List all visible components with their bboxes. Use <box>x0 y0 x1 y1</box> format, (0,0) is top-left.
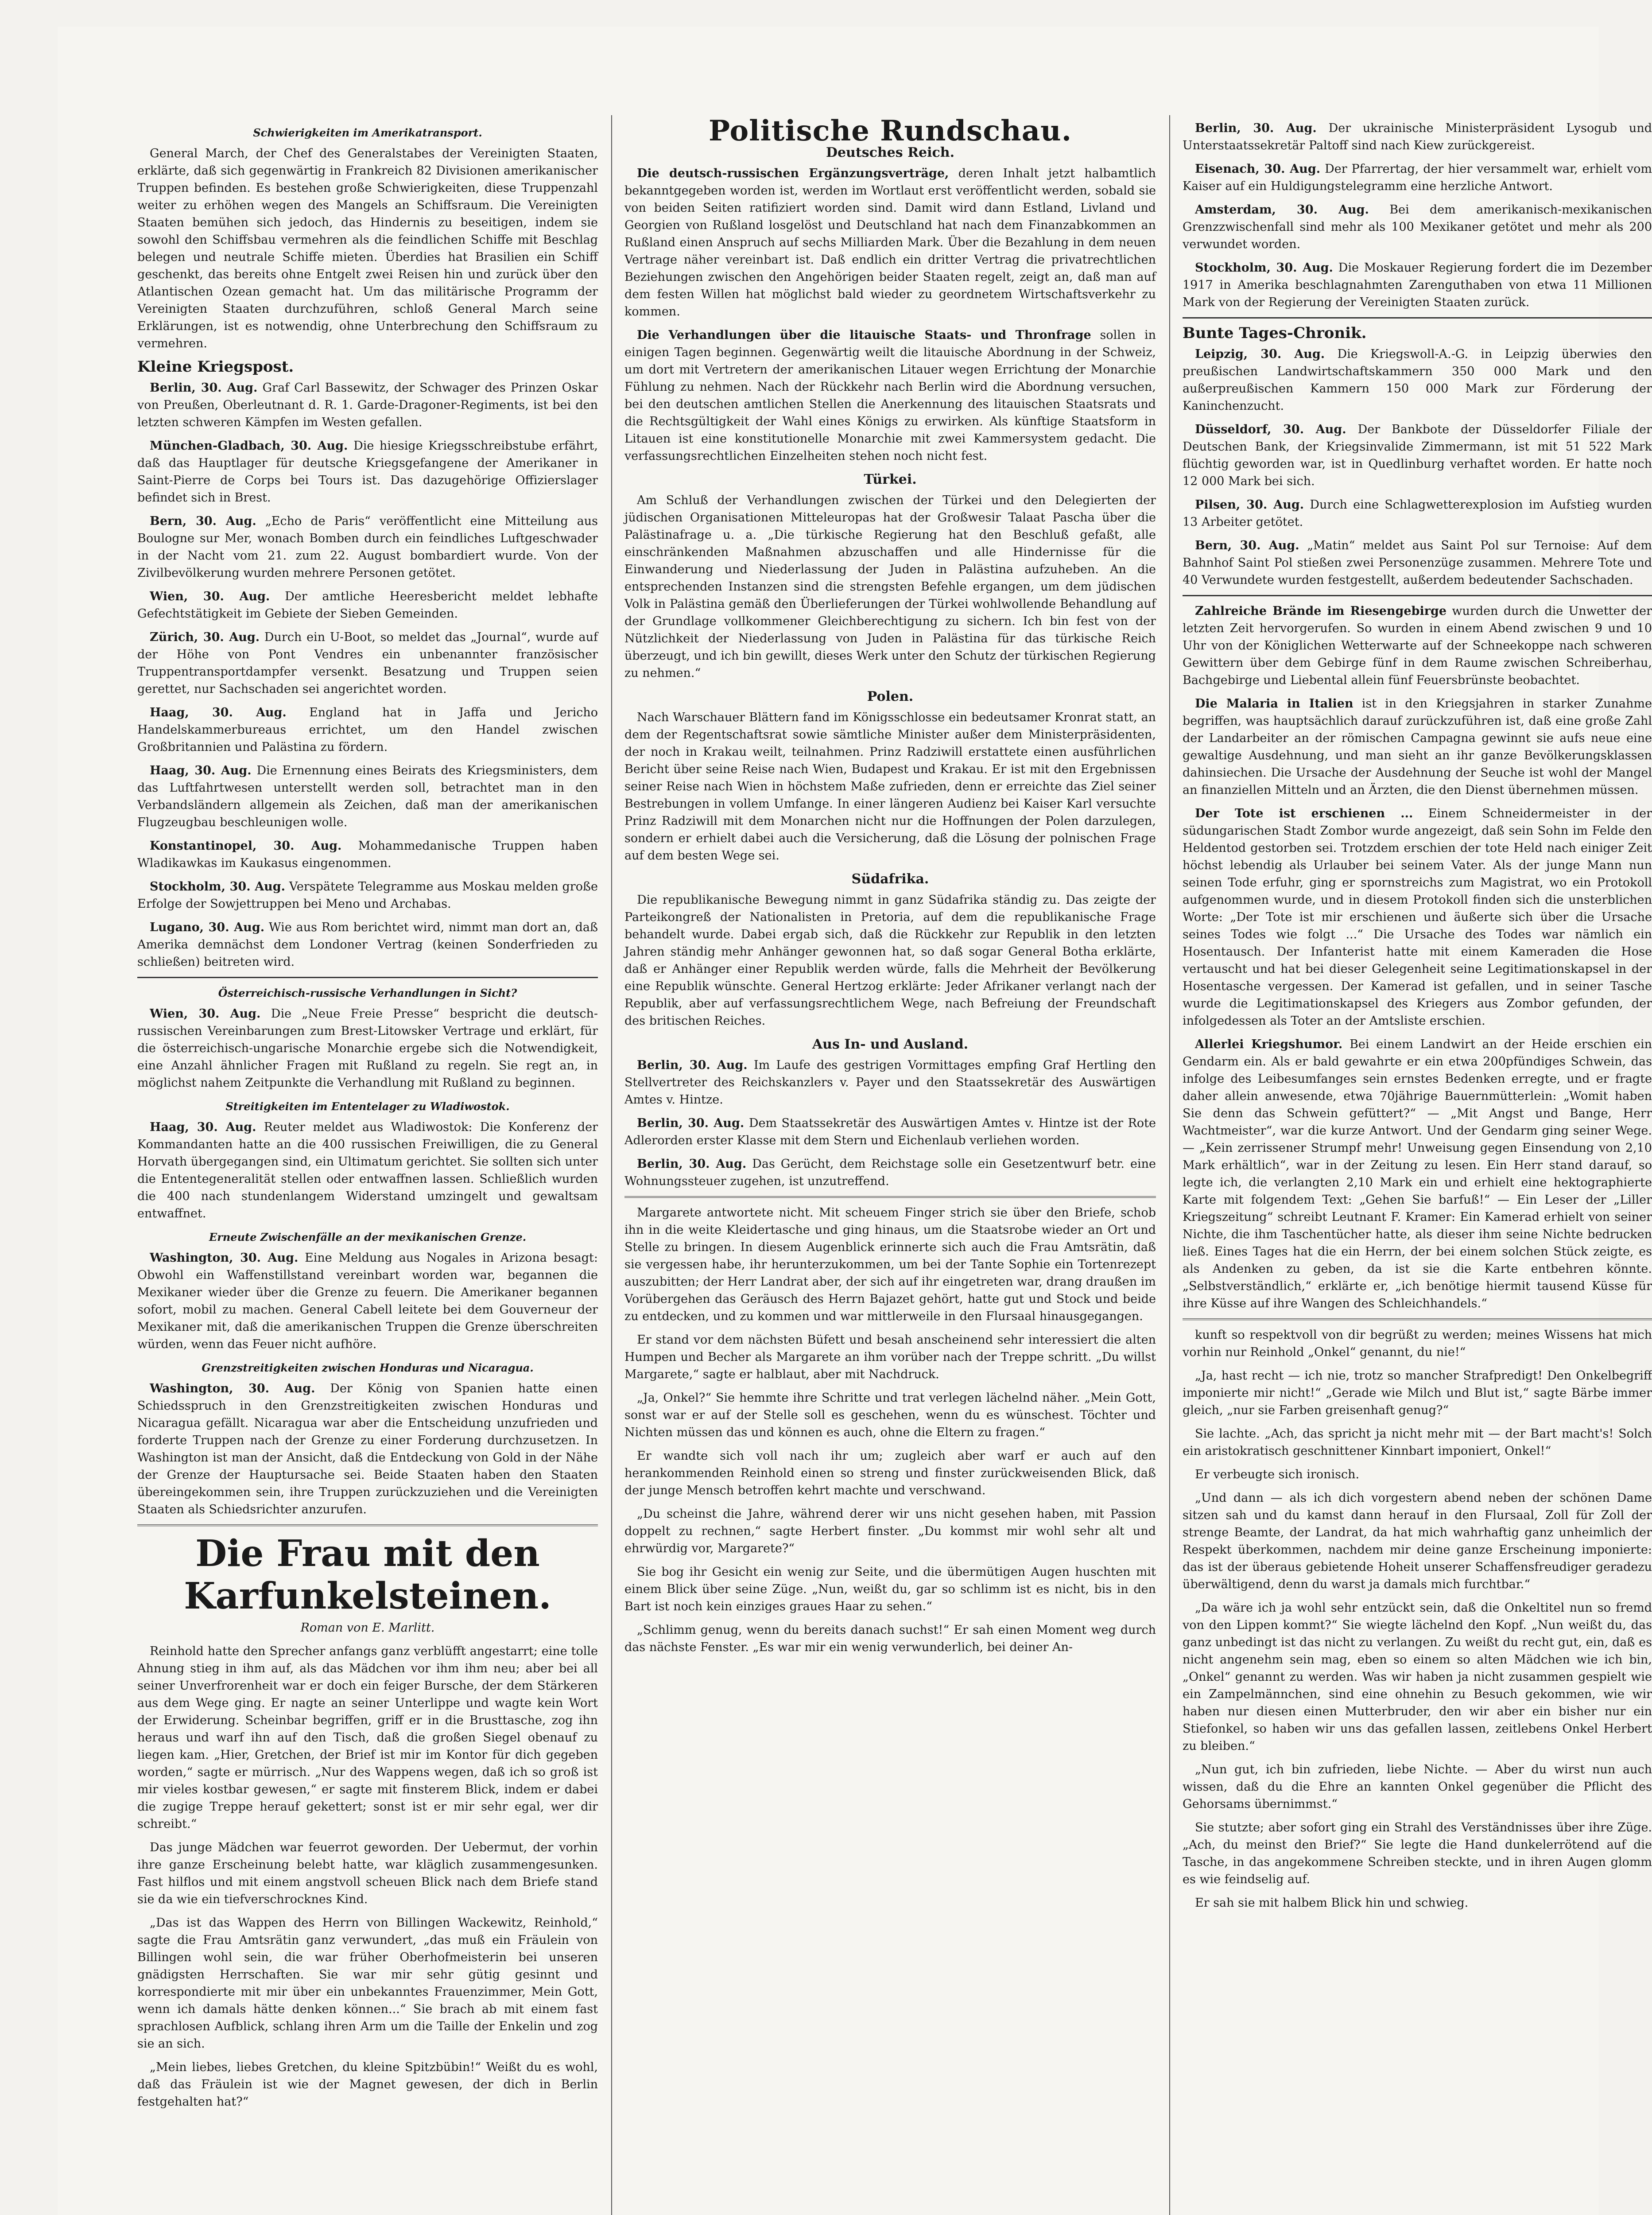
news-item-text: Einem Schneidermeister in der südungarischen Stadt Zombor wurde angezeigt, daß sein Sohn im Felde den Heldentod gestorben sei. Trotzdem erschien der tote Held nach einiger Zeit höchst lebendig als Urlauber bei seinem Vater. Als der junge Mann nun seinen Tode erfuhr, ging er spornstreichs zum Magistrat, wo ein Protokoll aufgenommen wurde, und in diesem Protokoll finden sich die unsterblichen Worte: „Der Tote ist mir erschienen und äußerte sich über die Ursache seines Todes wie folgt ...“ Die Ursache des Todes war nämlich ein Hosentausch. Der Infanterist hatte mit einem Kameraden die Hose vertauscht und hat bei dieser Gelegenheit seine Legitimationskapsel in der Hosentasche vergessen. Der Kamerad ist gefallen, und in seiner Tasche wurde die Legitimationskapsel des Kriegers aus Zombor gefunden, der infolgedessen als Toter an der Amtsliste erschien. <box>1183 807 1652 1028</box>
news-item-text: „Echo de Paris“ veröffentlicht eine Mitteilung aus Boulogne sur Mer, wonach Bomben durch ein feindliches Luftgeschwader in der Nacht vom 21. zum 22. August bombardiert wurde. Von der Zivilbevölkerung wurden mehrere Personen getötet. <box>137 514 598 580</box>
serial-paragraph: „Nun gut, ich bin zufrieden, liebe Nichte. — Aber du wirst nun auch wissen, daß du die Ehre an kannten Onkel gegenüber die Pflicht des Gehorsams übernimmst.“ <box>1183 1763 1652 1811</box>
news-item <box>624 1155 1156 1190</box>
news-item-text: Graf Carl Bassewitz, der Schwager des Prinzen Oskar von Preußen, Oberleutnant d. R. 1. Garde-Dragoner-Regiments, ist bei den letzten schweren Kämpfen im Westen gefallen. <box>137 381 598 429</box>
news-item <box>137 704 598 756</box>
news-item-lead: Bern, 30. Aug. <box>1195 539 1299 552</box>
news-item-lead: München-Gladbach, 30. Aug. <box>150 439 348 453</box>
news-item-text: Der Bankbote der Düsseldorfer Filiale der Deutschen Bank, der Kriegsinvalide Zimmermann, ist mit 51 522 Mark flüchtig geworden war, ist in Quedlinburg verhaftet worden. Er hatte noch 12 000 Mark bei sich. <box>1183 423 1652 488</box>
serial-paragraph: Reinhold hatte den Sprecher anfangs ganz verblüfft angestarrt; eine tolle Ahnung stieg in ihm auf, als das Mädchen vor ihm ihm neu; aber bei all seiner Unverfrorenheit war er doch ein feiger Bursche, der dem Stärkeren aus dem Wege ging. Er nagte an seiner Unterlippe und wagte kein Wort der Erwiderung. Scheinbar begriffen, griff er in die Brusttasche, zog ihn heraus und warf ihn auf den Tisch, daß die großen Siegel obenauf zu liegen kam. „Hier, Gretchen, der Brief ist mir im Kontor für dich gegeben worden,“ sagte er mürrisch. „Nur des Wappens wegen, daß ich so groß ist mir vieles kostbar gewesen,“ er sagte mit finsterem Blick, indem er dabei die zugige Treppe herauf gekettert; sonst ist er mir sehr egal, wer dir schreibt.“ <box>137 1644 598 1831</box>
divider-serial-2 <box>624 1196 1156 1198</box>
serial-paragraph: kunft so respektvoll von dir begrüßt zu werden; meines Wissens hat mich vorhin nur Reinhold „Onkel“ genannt, du nie!“ <box>1183 1328 1652 1359</box>
heading-amerikatransport: Schwierigkeiten im Amerikatransport. <box>253 126 482 139</box>
news-item-lead: Zahlreiche Brände im Riesengebirge <box>1195 604 1447 618</box>
deutsches-reich-items <box>624 165 1156 465</box>
news-item-lead: Die Malaria in Italien <box>1195 697 1353 711</box>
news-item-lead: Die Verhandlungen über die litauische Staats- und Thronfrage <box>637 328 1091 342</box>
divider <box>1183 317 1652 319</box>
serial-paragraph: „Ja, Onkel?“ Sie hemmte ihre Schritte und trat verlegen lächelnd näher. „Mein Gott, sonst war er auf der Stelle soll es geschehen, wenn du es wünschest. Töchter und Nichten müssen das und können es auch, ohne die Eltern zu fragen.“ <box>624 1391 1156 1439</box>
news-item <box>137 588 598 622</box>
news-item-lead: Lugano, 30. Aug. <box>150 921 265 934</box>
news-item <box>1183 421 1652 490</box>
news-item-lead: Eisenach, 30. Aug. <box>1195 162 1321 176</box>
divider-serial <box>137 1524 598 1526</box>
article-polen: Nach Warschauer Blättern fand im Königsschlosse ein bedeutsamer Kronrat statt, an dem der Regentschaftsrat sowie sämtliche Minister außer dem Ministerpräsidenten, der noch in Krakau weilt, teilnahmen. Prinz Radziwill erstattete einen ausführlichen Bericht über seine Reise nach Wien, Budapest und Krakau. Er ist mit den Ergebnissen seiner Reise nach Wien in höchstem Maße zufrieden, denn er erreichte das Ziel seiner Bestrebungen in vollem Umfange. In einer längeren Audienz bei Kaiser Karl versuchte Prinz Radziwill mit dem Monarchen nicht nur die Hoffnungen der Polen darzulegen, sondern er erhielt dabei auch die Versicherung, daß die Lösung der polnischen Frage auf dem besten Wege sei. <box>624 711 1156 863</box>
news-item-lead: Wien, 30. Aug. <box>150 590 270 603</box>
news-item <box>1183 201 1652 253</box>
heading-polen: Polen. <box>867 689 914 704</box>
news-item-text: Im Laufe des gestrigen Vormittages empfing Graf Hertling den Stellvertreter des Reichskanzlers v. Payer und den Staatssekretär des Auswärtigen Amtes v. Hintze. <box>624 1058 1156 1107</box>
kriegspost-items <box>137 379 598 971</box>
news-item-lead: Berlin, 30. Aug. <box>637 1157 747 1171</box>
news-item-lead: Berlin, 30. Aug. <box>637 1058 748 1072</box>
news-item-text: Mohammedanische Truppen haben Wladikawkas im Kaukasus eingenommen. <box>137 839 598 870</box>
serial-paragraph: Er sah sie mit halbem Blick hin und schwieg. <box>1195 1896 1469 1910</box>
news-item-text: Wie aus Rom berichtet wird, nimmt man dort an, daß Amerika demnächst dem Londoner Vertrag (keinen Sonderfrieden zu schließen) beitreten wird. <box>137 921 598 969</box>
chronik-items <box>1183 346 1652 589</box>
serial-paragraph: Sie bog ihr Gesicht ein wenig zur Seite, und die übermütigen Augen huschten mit einem Blick über seine Züge. „Nun, weißt du, gar so schlimm ist es nicht, bis in den Bart ist noch kein einziges graues Haar zu sehen.“ <box>624 1565 1156 1613</box>
column-2 <box>624 114 1156 2215</box>
serial-continuation-3 <box>1183 1326 1652 1912</box>
serial-paragraph: „Mein liebes, liebes Gretchen, du kleine Spitzbübin!“ Weißt du es wohl, daß das Fräulein ist wie der Magnet gewesen, der dich in Berlin festgehalten hat?“ <box>137 2060 598 2109</box>
news-item-lead: Stockholm, 30. Aug. <box>150 880 286 894</box>
serial-paragraph: Sie stutzte; aber sofort ging ein Strahl des Verständnisses über ihre Züge. „Ach, du meinst den Brief?“ Sie legte die Hand dunkelerrötend auf die Tasche, in das angekommene Schreiben steckte, und in ihren Augen glomm es wie feindselig auf. <box>1183 1821 1652 1886</box>
news-item <box>624 326 1156 465</box>
serial-paragraph: Er stand vor dem nächsten Büfett und besah anscheinend sehr interessiert die alten Humpen und Becher als Margarete an ihm vorüber nach der Treppe schritt. „Du willst Margarete,“ sagte er halblaut, aber mit Nachdruck. <box>624 1333 1156 1381</box>
news-item <box>137 379 598 431</box>
news-item-text: ist in den Kriegsjahren in starker Zunahme begriffen, was hauptsächlich darauf zurückzuführen ist, daß eine große Zahl der Landarbeiter an der römischen Campagna gewinnt sie aufs neue eine gewaltige Ausdehnung, und man sieht an ihr ganze Bevölkerungsklassen dahinsiechen. Die Ursache der Ausdehnung der Seuche ist wohl der Mangel an finanziellen Mitteln und an Ärzten, die den Dienst übernehmen müssen. <box>1183 697 1652 797</box>
news-item-lead: Berlin, 30. Aug. <box>637 1116 745 1130</box>
column-3 <box>1183 120 1652 2215</box>
serial-author: Roman von E. Marlitt. <box>300 1621 435 1635</box>
heading-kleine-kriegspost: Kleine Kriegspost. <box>137 358 294 376</box>
news-item <box>624 1115 1156 1149</box>
news-item <box>1183 160 1652 195</box>
heading-bunte-tages-chronik: Bunte Tages-Chronik. <box>1183 324 1367 342</box>
news-item-lead: Berlin, 30. Aug. <box>150 381 258 395</box>
news-item <box>137 437 598 506</box>
news-item-lead: Konstantinopel, 30. Aug. <box>150 839 342 853</box>
heading-deutsches-reich: Deutsches Reich. <box>826 145 955 160</box>
news-item <box>1183 120 1652 154</box>
news-item <box>137 919 598 971</box>
news-item-text: Der Pfarrertag, der hier versammelt war, erhielt vom Kaiser auf ein Huldigungstelegramm eine herzliche Antwort. <box>1183 162 1652 193</box>
news-item <box>1183 496 1652 531</box>
serial-text <box>137 1643 598 2110</box>
news-item-lead: Pilsen, 30. Aug. <box>1195 498 1304 512</box>
news-item-text: Bei einem Landwirt an der Heide erschien ein Gendarm ein. Als er bald gewahrte er ein etwa 200pfündiges Schwein, das infolge des Leibesumfanges sein ernstes Bedenken erregte, und er fragte daher allein anwesende, etwa 70jährige Bauernmütterlein: „Womit haben Sie denn das Schwein gefüttert?“ — „Mit Angst und Bange, Herr Wachtmeister“, war die kurze Antwort. Und der Gendarm ging seiner Wege. — „Kein zerrissener Strumpf mehr! Unweisung gegen Einsendung von 2,10 Mark erhältlich“, war in der Zeitung zu lesen. Ein Herr stand darauf, so legte ich, die verlangten 2,10 Mark ein und erhielt eine hektographierte Karte mit folgendem Text: „Gehen Sie barfuß!“ — Ein Leser der „Liller Kriegszeitung“ schreibt Leutnant F. Kramer: Ein Kamerad erhielt von seiner Nichte, die ihm Taschentücher hatte, als dieser ihm seine Nichte bedrucken ließ. Eines Tages hat die ein Herrn, der bei einem solchen Stück zeigte, es als Andenken zu geben, da ist sie die Karte entbehren könnte. „Selbstverständlich,“ erklärte er, „ich benötige hiermit tausend Küsse für ihre Küsse auf ihre Wangen des Schleichhandels.“ <box>1183 1038 1652 1310</box>
news-item-text: Die Ernennung eines Beirats des Kriegsministers, dem das Luftfahrtwesen unterstellt werden soll, betrachtet man in den Verbandsländern allgemein als Zeichen, daß man der amerikanischen Flugzeugbau beschleunigen wolle. <box>137 764 598 829</box>
news-item-text: Durch eine Schlagwetterexplosion im Aufstieg wurden 13 Arbeiter getötet. <box>1183 498 1652 529</box>
column-1 <box>137 120 598 2215</box>
news-item-text: Der amtliche Heeresbericht meldet lebhafte Gefechtstätigkeit im Gebiete der Sieben Gemeinden. <box>137 590 598 621</box>
serial-paragraph: „Da wäre ich ja wohl sehr entzückt sein, daß die Onkeltitel nun so fremd von den Lippen kommt?“ Sie wiegte lächelnd den Kopf. „Nun weißt du, das ganz unbedingt ist das nicht zu verlangen. Zu weißt du recht gut, ein, daß es nicht angenehm sein mag, eben so einem so alten Mädchen wie ich bin, „Onkel“ genannt zu werden. Was wir haben ja nicht zusammen gespielt wie ein Zampelmännchen, sind eine ohnehin zu Besuch gekommen, wie wir haben nur diesen einen Mutterbruder, den wir aber ein bisher nur ein Stiefonkel, so haben wir uns das gefallen lassen, zeitlebens Onkel Herbert zu bleiben.“ <box>1183 1601 1652 1753</box>
news-item-text: „Matin“ meldet aus Saint Pol sur Ternoise: Auf dem Bahnhof Saint Pol stießen zwei Personenzüge zusammen. Mehrere Tote und 40 Verwundete wurden festgestellt, außerdem bedeutender Sachschaden. <box>1183 539 1652 587</box>
news-item-lead: Berlin, 30. Aug. <box>1195 121 1317 135</box>
serial-paragraph: „Ja, hast recht — ich nie, trotz so mancher Strafpredigt! Den Onkelbegriff imponierte mir nicht!“ „Gerade wie Milch und Blut ist,“ sagte Bärbe immer gleich, „nur sie Farben greisenhaft genug?“ <box>1183 1369 1652 1417</box>
news-item-lead: Stockholm, 30. Aug. <box>1195 261 1333 275</box>
news-item-lead: Bern, 30. Aug. <box>150 514 256 528</box>
news-item-text: Das Gerücht, dem Reichstage solle ein Gesetzentwurf betr. eine Wohnungssteuer zugehen, ist unzutreffend. <box>624 1157 1156 1188</box>
serial-paragraph: Er verbeugte sich ironisch. <box>1195 1468 1360 1481</box>
news-item <box>137 513 598 582</box>
news-item <box>1183 346 1652 415</box>
serial-paragraph: „Und dann — als ich dich vorgestern abend neben der schönen Dame sitzen sah und du kamst dann herauf in den Flursaal, Zoll für Zoll der strenge Beamte, der Landrat, da hat mich wahrhaftig ganz unheimlich der Respekt überkommen, nachdem mir deine ganze Erscheinung imponierte: das ist der überaus gebietende Hoheit unserer Schaffensfreudiger geradezu überwältigend, denn du warst ja damals mich furchtbar.“ <box>1183 1491 1652 1591</box>
news-item-lead: Die deutsch-russischen Ergänzungsverträge, <box>637 167 949 180</box>
heading-wladiwostok: Streitigkeiten im Ententelager zu Wladiwostok. <box>225 1100 510 1113</box>
newspaper-page <box>58 27 1652 2215</box>
news-item <box>1183 805 1652 1030</box>
article-honduras: Washington, 30. Aug. Der König von Spanien hatte einen Schiedsspruch in den Grenzstreitigkeiten zwischen Honduras und Nicaragua gefällt. Nicaragua war aber die Entscheidung unzufrieden und forderte Truppen nach der Grenze zu einer Forderung durchzusetzen. In Washington ist man der Ansicht, daß die Entdeckung von Gold in der Nähe der Grenze der Hauptursache sei. Beide Staaten haben den Staaten übereingekommen sein, ihre Truppen zurückzuziehen und die Vereinigten Staaten als Schiedsrichter anzurufen. <box>137 1382 598 1516</box>
heading-verhandlungen: Österreichisch-russische Verhandlungen in Sicht? <box>218 987 517 999</box>
column-divider <box>1169 115 1170 2215</box>
divider <box>1183 595 1652 596</box>
news-item-lead: Zürich, 30. Aug. <box>150 630 260 644</box>
news-item <box>137 762 598 831</box>
article-verhandlungen: Wien, 30. Aug. Die „Neue Freie Presse“ bespricht die deutsch-russischen Vereinbarungen zum Brest-Litowsker Vertrage und erklärt, für die österreichisch-ungarische Monarchie ergebe sich die Notwendigkeit, eine Anzahl ähnlicher Fragen mit Rußland zu regeln. Sie regt an, in möglichst nahem Zeitpunkte die Verhandlung mit Rußland zu beginnen. <box>137 1007 598 1090</box>
article-suedafrika: Die republikanische Bewegung nimmt in ganz Südafrika ständig zu. Das zeigte der Parteikongreß der Nationalisten in Pretoria, auf dem die republikanische Frage behandelt wurde. Dabei ergab sich, daß die Rückkehr zur Republik in den letzten Jahren ständig mehr Anhänger gewonnen hat, so daß sogar General Botha erklärte, daß er Anhänger einer Republik werden würde, falls die Mehrheit der Bevölkerung eine Republik wünschte. General Hertzog erklärte: Jeder Afrikaner verlangt nach der Republik, aber auf verfassungsrechtlichem Wege, nach Befreiung der Freundschaft des britischen Reiches. <box>624 893 1156 1028</box>
serial-paragraph: „Du scheinst die Jahre, während derer wir uns nicht gesehen haben, mit Passion doppelt zu rechnen,“ sagte Herbert finster. „Du kommst mir wohl sehr alt und ehrwürdig vor, Margarete?“ <box>624 1507 1156 1555</box>
news-item-lead: Haag, 30. Aug. <box>150 706 287 719</box>
serial-continuation-2 <box>624 1204 1156 1656</box>
news-item <box>624 165 1156 320</box>
serial-paragraph: „Das ist das Wappen des Herrn von Billingen Wackewitz, Reinhold,“ sagte die Frau Amtsrätin ganz verwundert, „das muß ein Fräulein von Billingen wohl sein, die war früher Oberhofmeisterin bei unseren gnädigsten Herrschaften. Sie war mir sehr gütig gesinnt und korrespondierte mit mir über ein unbekanntes Frauenzimmer, Mein Gott, wenn ich damals hätte denken können...“ Sie brach ab mit einem fast sprachlosen Aufblick, schlang ihren Arm um die Taille der Enkelin und zog sie an sich. <box>137 1916 598 2051</box>
serial-title: Die Frau mit den Karfunkelsteinen. <box>184 1532 551 1617</box>
news-item <box>1183 602 1652 689</box>
news-item <box>137 629 598 698</box>
heading-honduras: Grenzstreitigkeiten zwischen Honduras und Nicaragua. <box>202 1361 534 1374</box>
divider-serial-3 <box>1183 1318 1652 1320</box>
news-item <box>1183 695 1652 799</box>
news-item <box>624 1057 1156 1108</box>
heading-tuerkei: Türkei. <box>864 472 917 487</box>
news-item-lead: Amsterdam, 30. Aug. <box>1195 203 1369 217</box>
column-divider <box>611 115 612 2215</box>
news-item-text: wurden durch die Unwetter der letzten Zeit hervorgerufen. So wurden in einem Abend zwischen 9 und 10 Uhr von der Königlichen Wetterwarte auf der Schneekoppe nach schweren Gewittern über dem Gebirge fünf in dem Raume zwischen Schreiberhau, Bachgebirge und Liebental allein fünf Feuersbrünste beobachtet. <box>1183 604 1652 687</box>
short-news-items <box>1183 120 1652 311</box>
news-item-text: Die hiesige Kriegsschreibstube erfährt, daß das Hauptlager für deutsche Kriegsgefangene der Amerikaner in Saint-Pierre de Corps bei Tours ist. Das dazugehörige Offizierslager befindet sich in Brest. <box>137 439 598 505</box>
news-item-text: England hat in Jaffa und Jericho Handelskammerbureaus errichtet, um den Handel zwischen Großbritannien und Palästina zu fördern. <box>137 706 598 754</box>
news-item-text: Dem Staatssekretär des Auswärtigen Amtes v. Hintze ist der Rote Adlerorden erster Klasse mit dem Stern und Eichenlaub verliehen worden. <box>624 1116 1156 1147</box>
serial-paragraph: Das junge Mädchen war feuerrot geworden. Der Uebermut, der vorhin ihre ganze Erscheinung belebt hatte, war kläglich zusammengesunken. Fast hilflos und mit einem angstvoll scheuen Blick nach dem Briefe stand sie da wie ein tiefverschrocknes Kind. <box>137 1841 598 1906</box>
news-item-text: Die Kriegswoll-A.-G. in Leipzig überwies den preußischen Landwirtschaftskammern 350 000 Mark und den außerpreußischen Kammern 150 000 Mark zur Förderung der Kaninchenzucht. <box>1183 347 1652 413</box>
in-ausland-items <box>624 1057 1156 1190</box>
serial-paragraph: Margarete antwortete nicht. Mit scheuem Finger strich sie über den Briefe, schob ihn in die weite Kleidertasche und ging hinaus, um die Staatsrobe wieder an Ort und Stelle zu bringen. In diesem Augenblick erinnerte sich auch die Frau Amtsrätin, daß sie vergessen habe, ihr herunterzukommen, um bei der Tante Sophie ein Tortenrezept auszubitten; der Herr Landrat aber, der sich auf ihr eingetreten war, drang draußen im Vorübergehen das Geräusch des Herrn Bajazet gehört, hatte gut und Stock und beide zu entdecken, und zu kommen und war mittlerweile in den Flursaal hinausgegangen. <box>624 1206 1156 1323</box>
news-item-text: Durch ein U-Boot, so meldet das „Journal“, wurde auf der Höhe von Pont Vendres ein unbenannter französischer Truppentransportdampfer versenkt. Besatzung und Truppen seien gerettet, nur Sachschaden sei angerichtet worden. <box>137 630 598 696</box>
news-item-lead: Der Tote ist erschienen ... <box>1195 807 1413 820</box>
news-item <box>1183 537 1652 589</box>
news-item-text: Der ukrainische Ministerpräsident Lysogub und Unterstaatssekretär Paltoff sind nach Kiew zurückgereist. <box>1183 121 1652 152</box>
news-item-text: sollen in einigen Tagen beginnen. Gegenwärtig weilt die litauische Abordnung in der Schweiz, um dort mit Vertretern der amerikanischen Litauer wegen Errichtung der Monarchie Fühlung zu nehmen. Nach der Rückkehr nach Berlin wird die Abordnung versuchen, bei den deutschen amtlichen Stellen die Anerkennung des litauischen Staatsrats und die Rechtsgültigkeit der Wahl eines Königs zu erwirken. Als künftige Staatsform in Litauen ist eine konstitutionelle Monarchie mit zwei Kammersystem gedacht. Die verfassungsrechtlichen Einzelheiten stehen noch nicht fest. <box>624 328 1156 463</box>
news-item-lead: Haag, 30. Aug. <box>150 764 252 777</box>
news-item-text: Bei dem amerikanisch-mexikanischen Grenzzwischenfall sind mehr als 100 Mexikaner getötet und mehr als 200 verwundet worden. <box>1183 203 1652 251</box>
serial-paragraph: „Schlimm genug, wenn du bereits danach suchst!“ Er sah einen Moment weg durch das nächste Fenster. „Es war mir ein wenig verwunderlich, bei deiner An- <box>624 1623 1156 1654</box>
article-amerikatransport: General March, der Chef des Generalstabes der Vereinigten Staaten, erklärte, daß sich gegenwärtig in Frankreich 82 Divisionen amerikanischer Truppen befinden. Es bestehen große Schwierigkeiten, diese Truppenzahl weiter zu erhöhen wegen des Mangels an Schiffsraum. Die Vereinigten Staaten bemühen sich jedoch, das Hindernis zu beseitigen, indem sie sowohl den Schiffsbau vermehren als die feindlichen Schiffe mit Beschlag belegen und neutrale Schiffe mieten. Überdies hat Brasilien ein Schiff geschenkt, das bereits ohne Entgelt zwei Reisen hin und zurück über den Atlantischen Ozean gemacht hat. Um das militärische Programm der Vereinigten Staaten durchzuführen, schloß General March seine Erklärungen, ist es notwendig, ohne Unterbrechung den Schiffsraum zu vermehren. <box>137 147 598 350</box>
vermischtes-items <box>1183 602 1652 1312</box>
news-item-text: Verspätete Telegramme aus Moskau melden große Erfolge der Sowjettruppen bei Meno und Archabas. <box>137 880 598 911</box>
news-item-text: Die Moskauer Regierung fordert die im Dezember 1917 in Amerika beschlagnahmten Zarenguthaben von etwa 11 Millionen Mark von der Regierung der Vereinigten Staaten zurück. <box>1183 261 1652 309</box>
news-item <box>1183 1036 1652 1312</box>
heading-suedafrika: Südafrika. <box>851 871 929 887</box>
news-item-lead: Allerlei Kriegshumor. <box>1195 1038 1343 1051</box>
article-mexiko: Washington, 30. Aug. Eine Meldung aus Nogales in Arizona besagt: Obwohl ein Waffenstillstand vereinbart worden war, begannen die Mexikaner wieder über die Grenze zu feuern. Die Amerikaner begannen sofort, mobil zu machen. General Cabell leitete bei dem Gouverneur der Mexikaner mit, daß die amerikanischen Truppen die Grenze überschreiten würden, wenn das Feuer nicht aufhöre. <box>137 1251 598 1351</box>
article-wladiwostok: Haag, 30. Aug. Reuter meldet aus Wladiwostok: Die Konferenz der Kommandanten hatte an die 400 russischen Freiwilligen, die zu General Horvath übergegangen sind, ein Ultimatum gerichtet. Sie sollten sich unter die Ententegeneralität stellen oder entwaffnen lassen. Schließlich wurden die 400 nach stundenlangem Widerstand umzingelt und gewaltsam entwaffnet. <box>137 1120 598 1220</box>
news-item-text: deren Inhalt jetzt halbamtlich bekanntgegeben worden ist, werden im Wortlaut erst veröffentlicht werden, sobald sie von beiden Seiten ratifiziert worden sind. Damit wird dann Estland, Livland und Georgien von Rußland losgelöst und Deutschland hat nach dem Finanzabkommen an Rußland einen Anspruch auf sechs Milliarden Mark. Über die Bezahlung in dem neuen Vertrage näher vereinbart ist. Daß endlich ein dritter Vertrag die privatrechtlichen Beziehungen zwischen den Angehörigen beider Staaten regelt, zeigt an, daß man auf dem festen Willen hat möglichst bald wieder zu geordnetem Wirtschaftsverkehr zu kommen. <box>624 167 1156 319</box>
heading-in-ausland: Aus In- und Ausland. <box>812 1037 969 1052</box>
article-tuerkei: Am Schluß der Verhandlungen zwischen der Türkei und den Delegierten der jüdischen Organisationen Mitteleuropas hat der Großwesir Talaat Pascha über die Palästinafrage u. a. „Die türkische Regierung hat den Beschluß gefaßt, alle einschränkenden Maßnahmen abzuschaffen und alle Hindernisse für die Einwanderung und Niederlassung der Juden in Palästina aufzuheben. An die entsprechenden Instanzen sind die strengsten Befehle ergangen, um dem jüdischen Volk in Palästina gemäß den Überlieferungen der Türkei wohlwollende Behandlung auf der Grundlage vollkommener Gleichberechtigung zu sichern. Ich bin fest von der Nützlichkeit der Niederlassung von Juden in Palästina für das türkische Reich überzeugt, und ich bin gewillt, dieses Werk unter den Schutz der türkischen Regierung zu nehmen.“ <box>624 494 1156 680</box>
news-item-lead: Düsseldorf, 30. Aug. <box>1195 423 1346 436</box>
section-title-politische-rundschau: Politische Rundschau. <box>709 114 1072 148</box>
heading-mexiko: Erneute Zwischenfälle an der mexikanischen Grenze. <box>209 1231 527 1244</box>
news-item <box>137 878 598 913</box>
news-item <box>137 837 598 872</box>
divider <box>137 977 598 978</box>
serial-paragraph: Sie lachte. „Ach, das spricht ja nicht mehr mit — der Bart macht's! Solch ein aristokratisch geschnittener Kinnbart imponiert, Onkel!“ <box>1183 1427 1652 1458</box>
news-item <box>1183 259 1652 311</box>
news-item-lead: Leipzig, 30. Aug. <box>1195 347 1325 361</box>
serial-paragraph: Er wandte sich voll nach ihr um; zugleich aber warf er auch auf den herankommenden Reinhold einen so streng und finster zurückweisenden Blick, daß der junge Mensch betroffen kehrt machte und verschwand. <box>624 1449 1156 1497</box>
